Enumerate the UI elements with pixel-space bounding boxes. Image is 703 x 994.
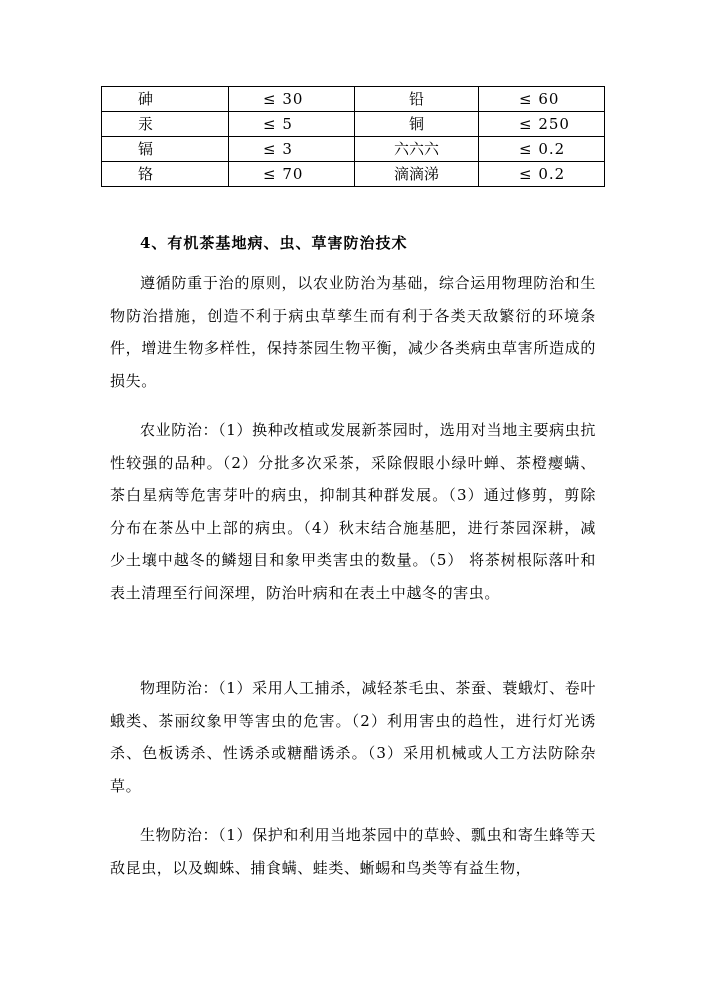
table-row — [102, 162, 605, 187]
limit-value-cell: ≤ 60 — [479, 87, 605, 112]
element-name-cell: 砷 — [102, 87, 229, 112]
table-row — [102, 112, 605, 137]
table-row — [102, 137, 605, 162]
heavy-metal-limits-table — [101, 86, 605, 187]
element-name-cell: 汞 — [102, 112, 229, 137]
limit-value-cell: ≤ 70 — [229, 162, 355, 187]
element-name-cell: 六六六 — [355, 137, 479, 162]
intro-paragraph: 遵循防重于治的原则，以农业防治为基础，综合运用物理防治和生物防治措施，创造不利于病虫草孳生而有利于各类天敌繁衍的环境条件，增进生物多样性，保持茶园生物平衡，减少各类病虫草害所造成的损失。 — [110, 274, 596, 390]
element-name-cell: 铜 — [355, 112, 479, 137]
limit-value-cell: ≤ 250 — [479, 112, 605, 137]
biological-control-paragraph: 生物防治：（1）保护和利用当地茶园中的草蛉、瓢虫和寄生蜂等天敌昆虫，以及蜘蛛、捕食螨、蛙类、蜥蜴和鸟类等有益生物， — [110, 826, 596, 877]
element-name-cell: 滴滴涕 — [355, 162, 479, 187]
table-row — [102, 87, 605, 112]
agricultural-control-paragraph: 农业防治：（1）换种改植或发展新茶园时，选用对当地主要病虫抗性较强的品种。（2）分批多次采茶，采除假眼小绿叶蝉、茶橙瘿螨、茶白星病等危害芽叶的病虫，抑制其种群发展。（3）通过修剪，剪除分布在茶丛中上部的病虫。（4）秋末结合施基肥，进行茶园深耕，减少土壤中越冬的鳞翅目和象甲类害虫的数量。（5） 将茶树根际落叶和表土清理至行间深埋，防治叶病和在表土中越冬的害虫。 — [110, 421, 596, 602]
limit-value-cell: ≤ 30 — [229, 87, 355, 112]
physical-control-paragraph: 物理防治：（1）采用人工捕杀，减轻茶毛虫、茶蚕、蓑蛾灯、卷叶蛾类、茶丽纹象甲等害虫的危害。（2）利用害虫的趋性，进行灯光诱杀、色板诱杀、性诱杀或糖醋诱杀。（3）采用机械或人工方法防除杂草。 — [110, 679, 596, 795]
element-name-cell: 铅 — [355, 87, 479, 112]
limit-value-cell: ≤ 0.2 — [479, 162, 605, 187]
limit-value-cell: ≤ 3 — [229, 137, 355, 162]
section-heading: 4、有机茶基地病、虫、草害防治技术 — [140, 234, 408, 252]
element-name-cell: 铬 — [102, 162, 229, 187]
limit-value-cell: ≤ 0.2 — [479, 137, 605, 162]
element-name-cell: 镉 — [102, 137, 229, 162]
limit-value-cell: ≤ 5 — [229, 112, 355, 137]
